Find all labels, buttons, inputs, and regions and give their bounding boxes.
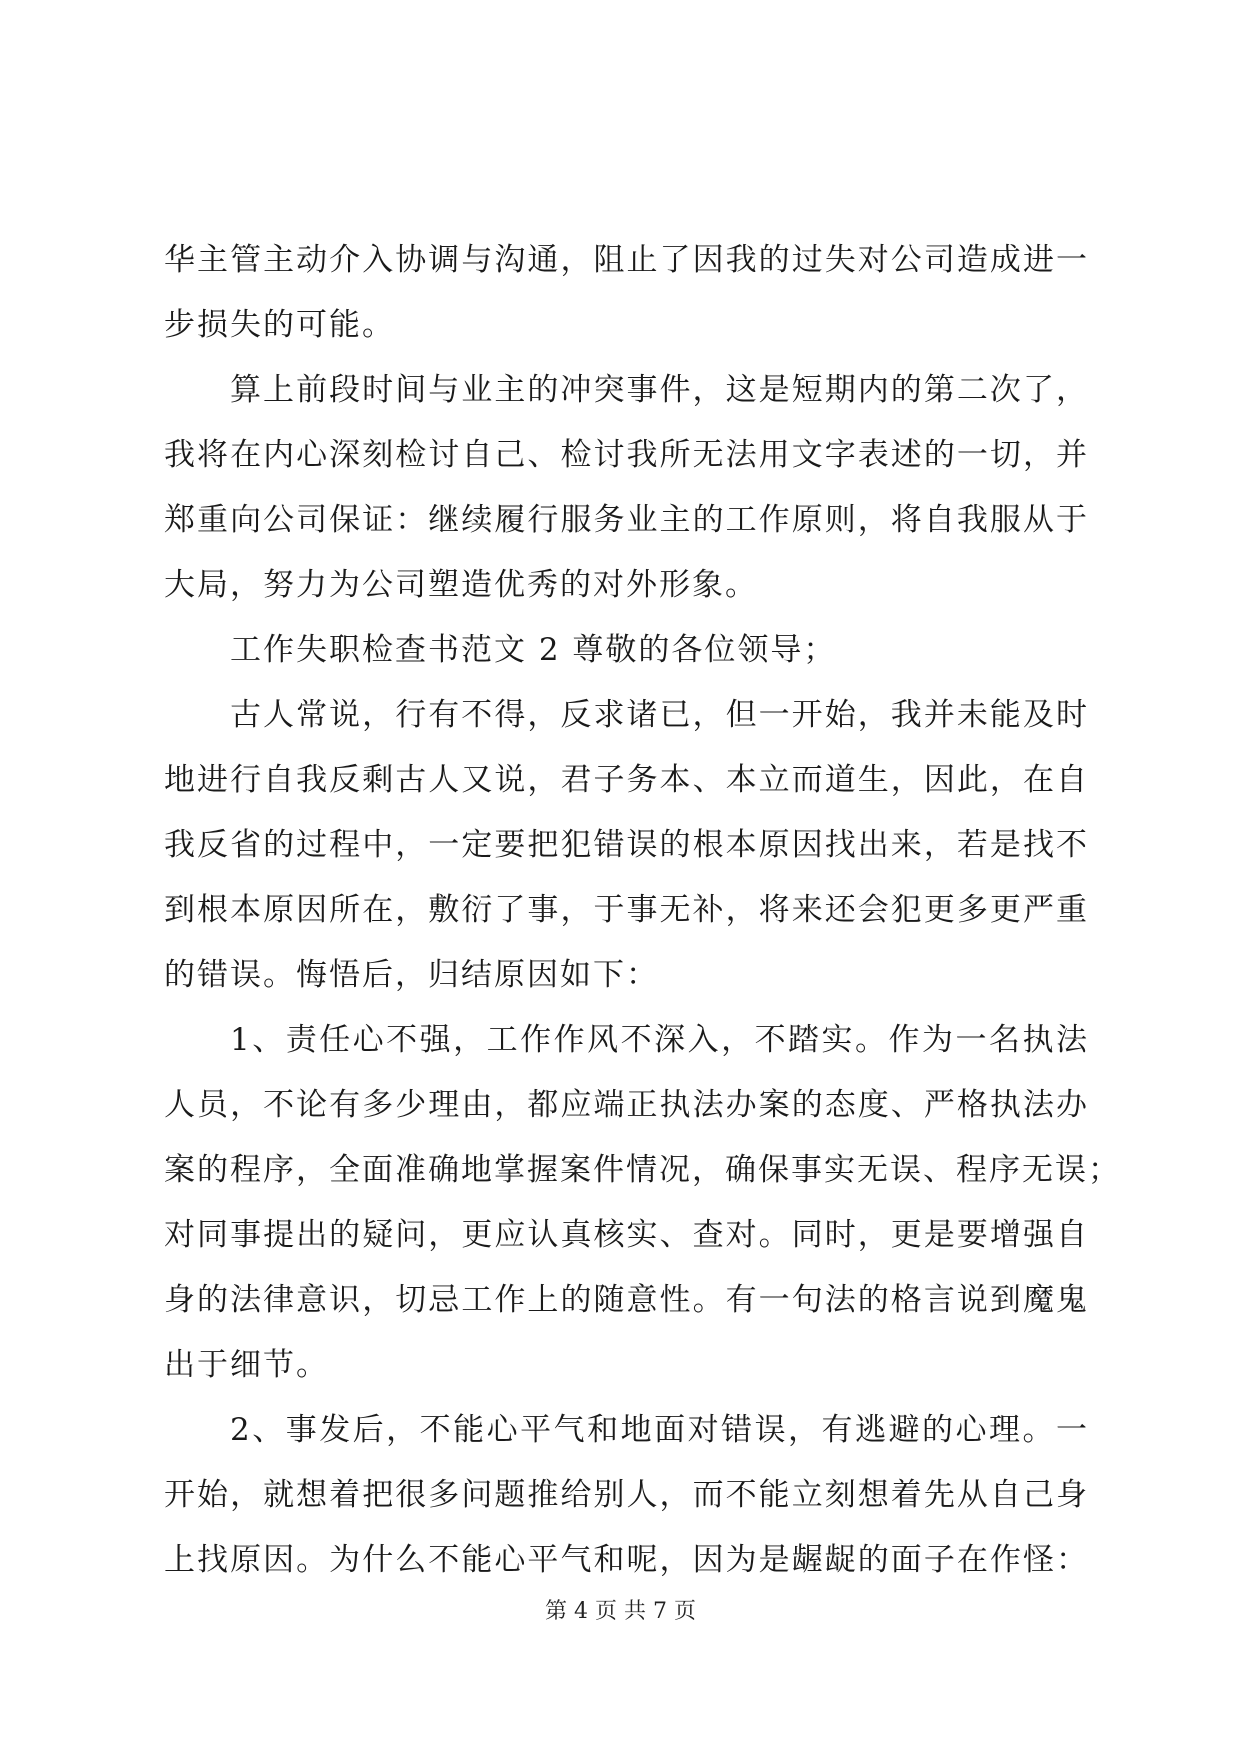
text-line: 对同事提出的疑问，更应认真核实、查对。同时，更是要增强自 [164,1217,1089,1253]
text-line: 工作失职检查书范文 2 尊敬的各位领导； [230,632,837,668]
text-line: 郑重向公司保证：继续履行服务业主的工作原则，将自我服从于 [164,502,1089,538]
text-line: 上找原因。为什么不能心平气和呢，因为是龌龊的面子在作怪： [164,1542,1089,1578]
text-line: 地进行自我反剩古人又说，君子务本、本立而道生，因此，在自 [164,762,1089,798]
text-line: 案的程序，全面准确地掌握案件情况，确保事实无误、程序无误； [164,1152,1121,1188]
page-footer: 第 4 页 共 7 页 [545,1599,696,1624]
text-line: 1、责任心不强，工作作风不深入，不踏实。作为一名执法 [230,1022,1089,1058]
text-line: 2、事发后，不能心平气和地面对错误，有逃避的心理。一 [230,1412,1089,1448]
text-line: 华主管主动介入协调与沟通，阻止了因我的过失对公司造成进一 [164,242,1089,278]
text-line: 开始，就想着把很多问题推给别人，而不能立刻想着先从自己身 [164,1477,1089,1513]
text-line: 人员，不论有多少理由，都应端正执法办案的态度、严格执法办 [164,1087,1089,1123]
document-body [164,228,1121,1593]
text-line: 的错误。悔悟后，归结原因如下： [164,957,659,993]
text-line: 我反省的过程中，一定要把犯错误的根本原因找出来，若是找不 [164,827,1089,863]
text-line: 身的法律意识，切忌工作上的随意性。有一句法的格言说到魔鬼 [164,1282,1089,1318]
text-line: 古人常说，行有不得，反求诸已，但一开始，我并未能及时 [230,697,1089,733]
text-line: 出于细节。 [164,1347,329,1383]
text-line: 算上前段时间与业主的冲突事件，这是短期内的第二次了， [230,372,1089,408]
text-line: 大局，努力为公司塑造优秀的对外形象。 [164,567,758,603]
text-line: 步损失的可能。 [164,307,395,343]
text-line: 到根本原因所在，敷衍了事，于事无补，将来还会犯更多更严重 [164,892,1089,928]
text-line: 我将在内心深刻检讨自己、检讨我所无法用文字表述的一切，并 [164,437,1089,473]
